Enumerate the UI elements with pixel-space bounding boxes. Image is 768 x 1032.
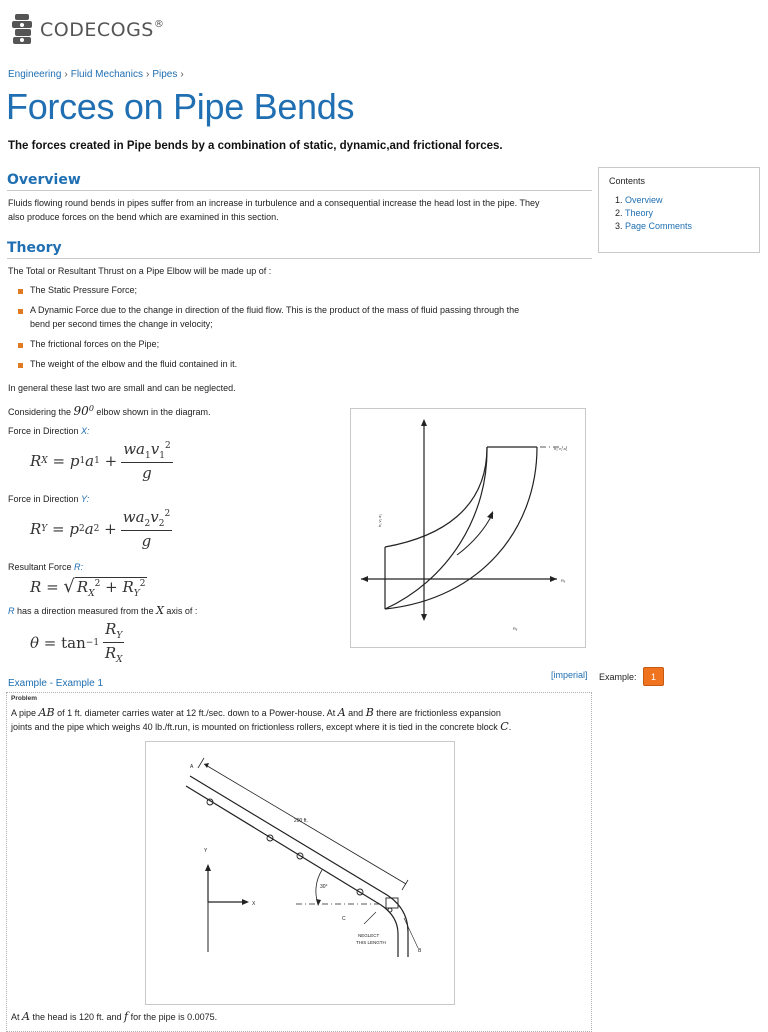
considering-text: Considering the $90^0$ elbow shown in the diagram.	[8, 404, 211, 418]
breadcrumb-separator: ›	[64, 69, 68, 80]
list-item: The frictional forces on the Pipe;	[18, 337, 578, 351]
diagram2-label-length: 200 ft.	[294, 818, 308, 824]
breadcrumb-fluid-mechanics[interactable]: Fluid Mechanics	[70, 69, 143, 80]
diagram2-label-c: C	[342, 916, 346, 922]
breadcrumb-pipes[interactable]: Pipes	[152, 69, 178, 80]
overview-text: Fluids flowing round bends in pipes suffer from an increase in turbulence and a consequential increase the head lost in the pipe. They also produce forces on the bend which are examined in this section.	[8, 198, 540, 222]
inclined-pipe-figure	[146, 742, 452, 1002]
contents-link-page-comments[interactable]: Page Comments	[625, 221, 693, 231]
breadcrumb-separator: ›	[145, 69, 150, 80]
theory-intro: The Total or Resultant Thrust on a Pipe Elbow will be made up of :	[8, 266, 272, 276]
theory-heading: Theory	[7, 240, 592, 259]
contents-link-overview[interactable]: Overview	[625, 195, 663, 205]
theory-bullet-list	[18, 283, 578, 371]
gear-logo-icon	[10, 12, 36, 48]
diagram2-label-angle: 30°	[320, 884, 328, 890]
diagram2-label-neglect-2: THIS LENGTH	[356, 940, 386, 945]
imperial-link[interactable]: [imperial]	[551, 670, 588, 680]
equation-theta: θ = tan −1 $\frac{R_Y}{R_X}$	[30, 620, 123, 665]
codecogs-logo[interactable]	[10, 12, 164, 48]
diagram2-axis-x: X	[252, 901, 256, 907]
list-item: The weight of the elbow and the fluid contained in it.	[18, 357, 578, 371]
example-link[interactable]: Example - Example 1	[8, 678, 104, 689]
direction-text: R has a direction measured from the X axis of :	[8, 604, 198, 617]
list-item: The Static Pressure Force;	[18, 283, 578, 297]
pipe-elbow-diagram	[350, 408, 586, 648]
diagram2-label-b: B	[418, 948, 422, 954]
resultant-label: Resultant Force R:	[8, 562, 84, 572]
pipe-elbow-figure	[351, 409, 583, 645]
diagram1-label-ry: Rᵧ	[513, 626, 518, 631]
breadcrumb	[8, 69, 187, 80]
problem-text: A pipe AB of 1 ft. diameter carries water at 12 ft./sec. down to a Power-house. At A and B there are frictionless expansion joints and the pipe which weighs 40 lb./ft.run, is mounted on frictionless rollers, except where it is tied in the concrete block C.	[11, 706, 512, 733]
page-title: Forces on Pipe Bends	[6, 86, 355, 127]
breadcrumb-separator: ›	[180, 69, 184, 80]
equation-ry: R Y = p 2 a 2 + $\frac{wa_2v_2^2}{g}$	[30, 508, 171, 550]
force-y-label: Force in Direction Y:	[8, 494, 90, 504]
diagram2-label-neglect-1: NEGLECT	[358, 933, 380, 938]
diagram1-label-inlet: h₁ v₁ a₁	[377, 514, 382, 527]
contents-title: Contents	[609, 176, 646, 186]
force-x-label: Force in Direction X:	[8, 426, 90, 436]
diagram2-label-a: A	[190, 764, 194, 770]
diagram2-axis-y: Y	[204, 848, 208, 854]
equation-rx: R X = p 1 a 1 + $\frac{wa_1v_1^2}{g}$	[30, 440, 171, 482]
example-1-button[interactable]: 1	[643, 667, 664, 686]
inclined-pipe-diagram	[145, 741, 455, 1005]
contents-list	[611, 194, 692, 233]
example-label: Example:	[599, 672, 637, 682]
contents-box	[598, 167, 760, 253]
diagram1-label-outlet: h₂ v₂ a₂	[554, 446, 568, 451]
diagram1-label-rx: Rₓ	[561, 578, 566, 583]
contents-link-theory[interactable]: Theory	[625, 208, 654, 218]
breadcrumb-engineering[interactable]: Engineering	[8, 69, 62, 80]
list-item: A Dynamic Force due to the change in direction of the fluid flow. This is the product of the mass of fluid passing through the bend per second times the change in velocity;	[18, 303, 578, 331]
overview-heading: Overview	[7, 172, 592, 191]
problem-label: Problem	[11, 695, 38, 702]
problem-bottom-text: At A the head is 120 ft. and f for the pipe is 0.0075.	[11, 1010, 218, 1023]
page-subtitle: The forces created in Pipe bends by a combination of static, dynamic,and frictional forces.	[8, 140, 503, 152]
equation-r: R = √ $R_X^2 + R_Y^2$	[30, 576, 146, 599]
neglect-text: In general these last two are small and can be neglected.	[8, 383, 236, 393]
logo-text: CODECOGS®	[40, 19, 165, 41]
